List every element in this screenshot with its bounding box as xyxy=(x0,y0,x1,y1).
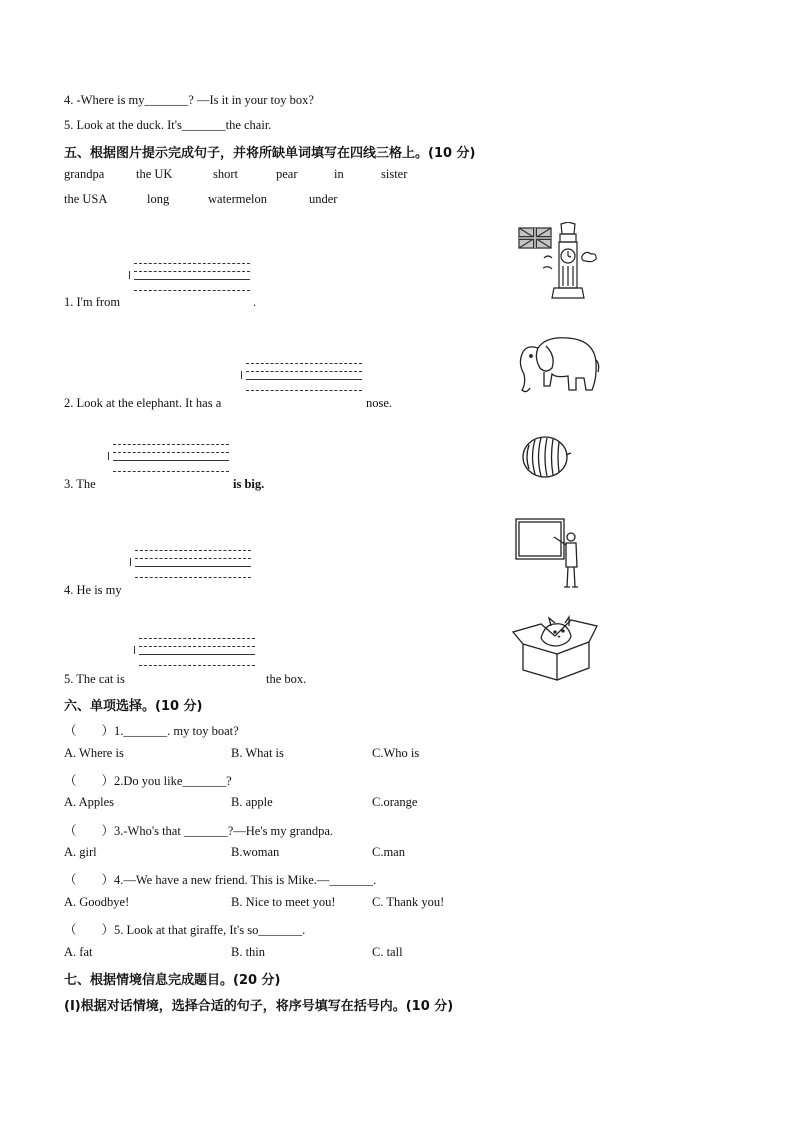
four-line-grid[interactable] xyxy=(135,550,251,580)
section-heading: 六、单项选择。(10 分) xyxy=(64,699,203,714)
mcq-stem: （ ）5. Look at that giraffe, It's so_______. xyxy=(64,923,306,937)
mcq-option: C. Thank you! xyxy=(372,895,445,909)
cat-in-box-icon xyxy=(511,614,599,682)
q1-text-before: 1. I'm from xyxy=(64,295,121,309)
q2-text-before: 2. Look at the elephant. It has a xyxy=(64,396,222,410)
section-heading: 五、根据图片提示完成句子，并将所缺单词填写在四线三格上。(10 分) xyxy=(64,146,476,161)
q5-text-after: the box. xyxy=(266,672,307,686)
mcq-option: C.orange xyxy=(372,795,418,809)
mcq-option: B. thin xyxy=(231,945,266,959)
q1-text-after: . xyxy=(253,295,257,309)
mcq-option: A. girl xyxy=(64,845,97,859)
word-bank-word: under xyxy=(309,192,338,206)
section-subheading: (I)根据对话情境，选择合适的句子，将序号填写在括号内。(10 分) xyxy=(64,999,454,1014)
section-heading: 七、根据情境信息完成题目。(20 分) xyxy=(64,973,281,988)
mcq-stem: （ ）4.—We have a new friend. This is Mike.—_______. xyxy=(64,873,377,887)
q5-text-before: 5. The cat is xyxy=(64,672,125,686)
watermelon-icon xyxy=(521,435,573,479)
q4-text-before: 4. He is my xyxy=(64,583,122,597)
word-bank-word: short xyxy=(213,167,238,181)
mcq-stem: （ ）1._______. my toy boat? xyxy=(64,724,239,738)
mcq-option: B. Nice to meet you! xyxy=(231,895,336,909)
mcq-stem: （ ）3.-Who's that _______?—He's my grandpa. xyxy=(64,824,334,838)
four-line-grid[interactable] xyxy=(246,363,362,393)
word-bank-word: the USA xyxy=(64,192,108,206)
mcq-option: B. What is xyxy=(231,746,284,760)
mcq-option: C.man xyxy=(372,845,405,859)
teacher-blackboard-icon xyxy=(514,517,586,591)
q3-text-before: 3. The xyxy=(64,477,96,491)
four-line-grid[interactable] xyxy=(139,638,255,668)
mcq-option: A. Apples xyxy=(64,795,114,809)
word-bank-word: pear xyxy=(276,167,298,181)
mcq-option: B.woman xyxy=(231,845,280,859)
question-line: 4. -Where is my_______? —Is it in your toy box? xyxy=(64,93,314,107)
word-bank-word: grandpa xyxy=(64,167,105,181)
mcq-option: A. Goodbye! xyxy=(64,895,130,909)
elephant-icon xyxy=(516,334,600,398)
four-line-grid[interactable] xyxy=(134,263,250,293)
mcq-stem: （ ）2.Do you like_______? xyxy=(64,774,232,788)
mcq-option: C.Who is xyxy=(372,746,420,760)
word-bank-word: long xyxy=(147,192,170,206)
word-bank-word: in xyxy=(334,167,344,181)
q3-text-after: is big. xyxy=(233,477,265,491)
mcq-option: A. fat xyxy=(64,945,93,959)
question-line: 5. Look at the duck. It's_______the chair. xyxy=(64,118,272,132)
word-bank-word: sister xyxy=(381,167,408,181)
big-ben-flag-icon xyxy=(516,222,600,300)
mcq-option: A. Where is xyxy=(64,746,124,760)
word-bank-word: watermelon xyxy=(208,192,268,206)
word-bank-word: the UK xyxy=(136,167,173,181)
mcq-option: C. tall xyxy=(372,945,403,959)
four-line-grid[interactable] xyxy=(113,444,229,474)
mcq-option: B. apple xyxy=(231,795,273,809)
q2-text-after: nose. xyxy=(366,396,393,410)
